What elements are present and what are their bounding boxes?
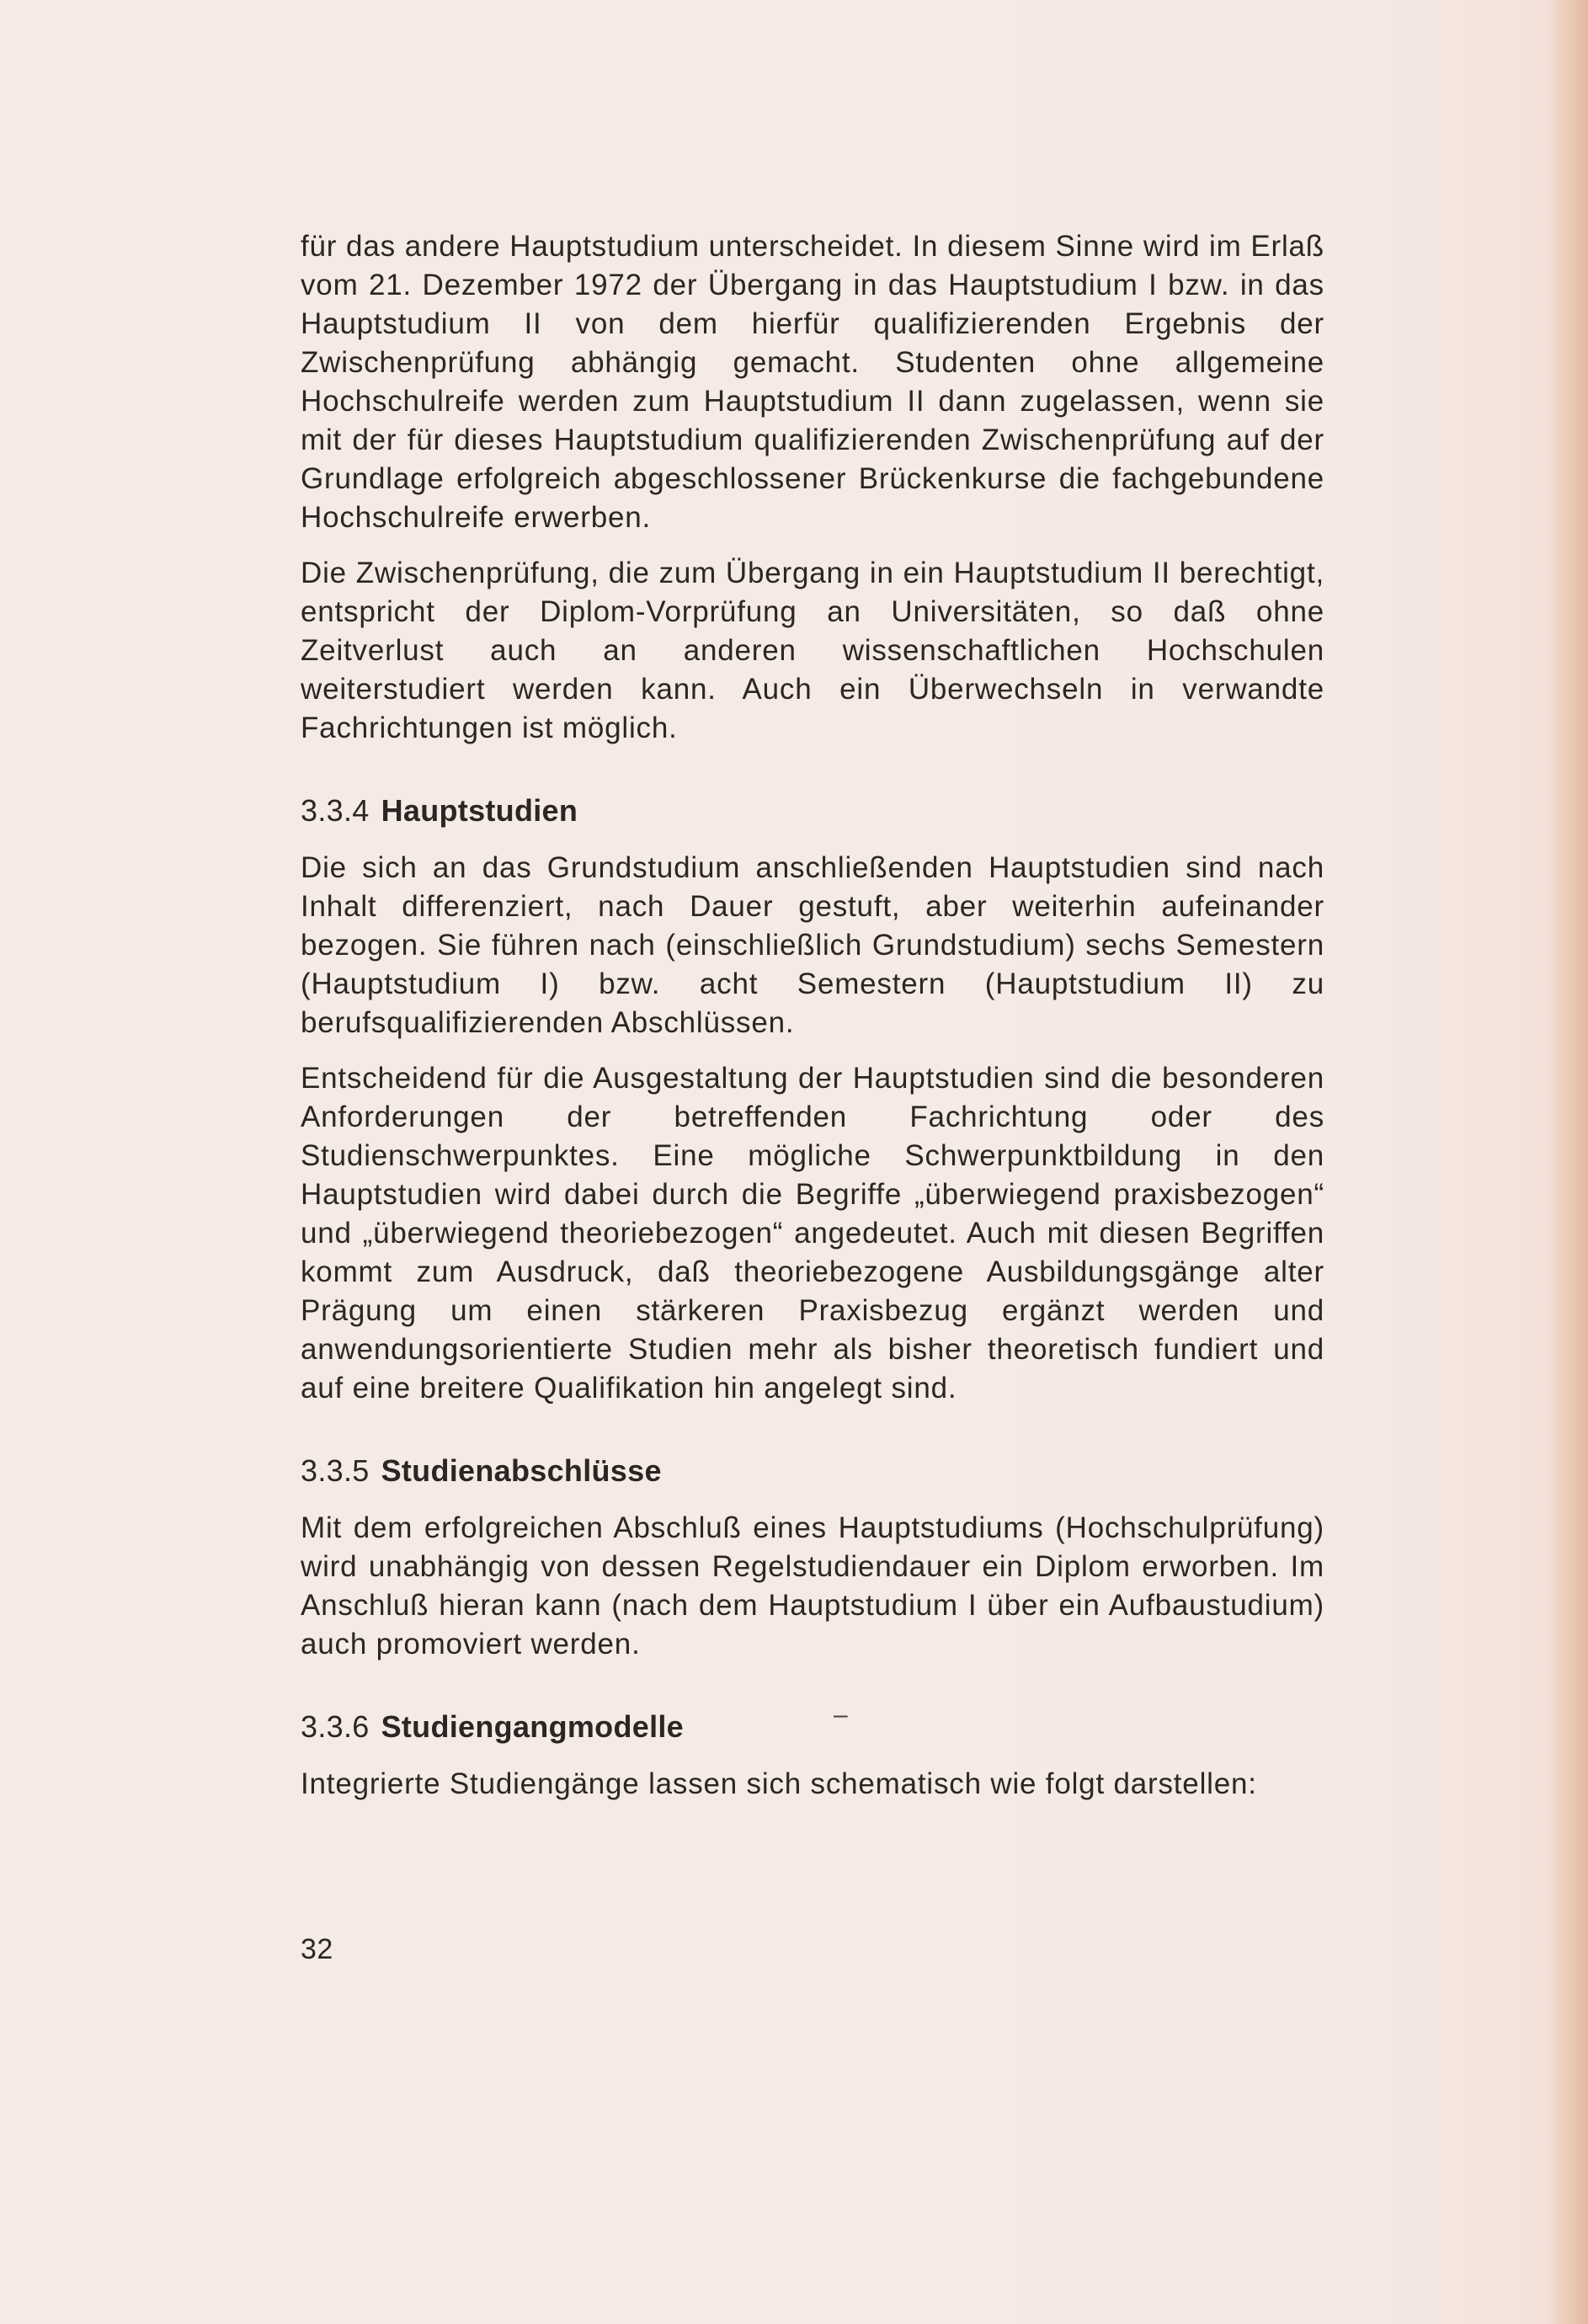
section-number: 3.3.6 <box>301 1709 370 1744</box>
section-title: Studienabschlüsse <box>381 1453 662 1488</box>
section-title: Hauptstudien <box>381 793 578 828</box>
paragraph-continuation: für das andere Hauptstudium unterscheidet. In diesem Sinne wird im Erlaß vom 21. Dezember 1972 der Übergang in das Hauptstudium I bzw. in das Hauptstudium II von dem hierfür qualifizierenden Ergebnis der Zwischenprüfung abhängig gemacht. Studenten ohne allgemeine Hochschulreife werden zum Hauptstudium II dann zugelassen, wenn sie mit der für dieses Hauptstudium qualifizierenden Zwischenprüfung auf der Grundlage erfolgreich abgeschlossener Brückenkurse die fachgebundene Hochschulreife erwerben. <box>301 230 1324 534</box>
section-title: Studiengangmodelle <box>381 1709 685 1744</box>
paragraph-hauptstudien-2: Entscheidend für die Ausgestaltung der Hauptstudien sind die besonderen Anforderungen der betreffenden Fachrichtung oder des Studienschwerpunktes. Eine mögliche Schwerpunktbildung in den Hauptstudien wird dabei durch die Begriffe „überwiegend praxisbezogen“ und „überwiegend theoriebezogen“ angedeutet. Auch mit diesen Begriffen kommt zum Ausdruck, daß theoriebezogene Ausbildungsgänge alter Prägung um einen stärkeren Praxisbezug ergänzt werden und anwendungsorientierte Studien mehr als bisher theoretisch fundiert und auf eine breitere Qualifikation hin angelegt sind. <box>301 1062 1324 1405</box>
section-number: 3.3.5 <box>301 1453 370 1488</box>
page-number: 32 <box>301 1933 333 1965</box>
page-edge-shadow <box>1548 0 1588 2324</box>
section-number: 3.3.4 <box>301 793 370 828</box>
paragraph-zwischenpruefung: Die Zwischenprüfung, die zum Übergang in ein Hauptstudium II berechtigt, entspricht der Diplom-Vorprüfung an Universitäten, so daß ohne Zeitverlust auch an anderen wissenschaftlichen Hochschulen weiterstudiert werden kann. Auch ein Überwechseln in verwandte Fachrichtungen ist möglich. <box>301 557 1324 744</box>
section-heading-studiengangmodelle <box>301 1708 1324 1746</box>
paragraph-studienabschluesse: Mit dem erfolgreichen Abschluß eines Hauptstudiums (Hochschulprüfung) wird unabhängig von dessen Regelstudiendauer ein Diplom erworben. Im Anschluß hieran kann (nach dem Hauptstudium I über ein Aufbaustudium) auch promoviert werden. <box>301 1511 1324 1660</box>
paragraph-studiengangmodelle: Integrierte Studiengänge lassen sich schematisch wie folgt darstellen: <box>301 1767 1257 1800</box>
section-heading-hauptstudien <box>301 792 1324 830</box>
paragraph-hauptstudien-1: Die sich an das Grundstudium anschließenden Hauptstudien sind nach Inhalt differenziert, nach Dauer gestuft, aber weiterhin aufeinander bezogen. Sie führen nach (einschließlich Grundstudium) sechs Semestern (Hauptstudium I) bzw. acht Semestern (Hauptstudium II) zu berufsqualifizierenden Abschlüssen. <box>301 851 1324 1039</box>
section-heading-studienabschluesse <box>301 1452 1324 1490</box>
body-text <box>301 227 1324 1820</box>
stray-dash-mark: – <box>834 1701 848 1729</box>
